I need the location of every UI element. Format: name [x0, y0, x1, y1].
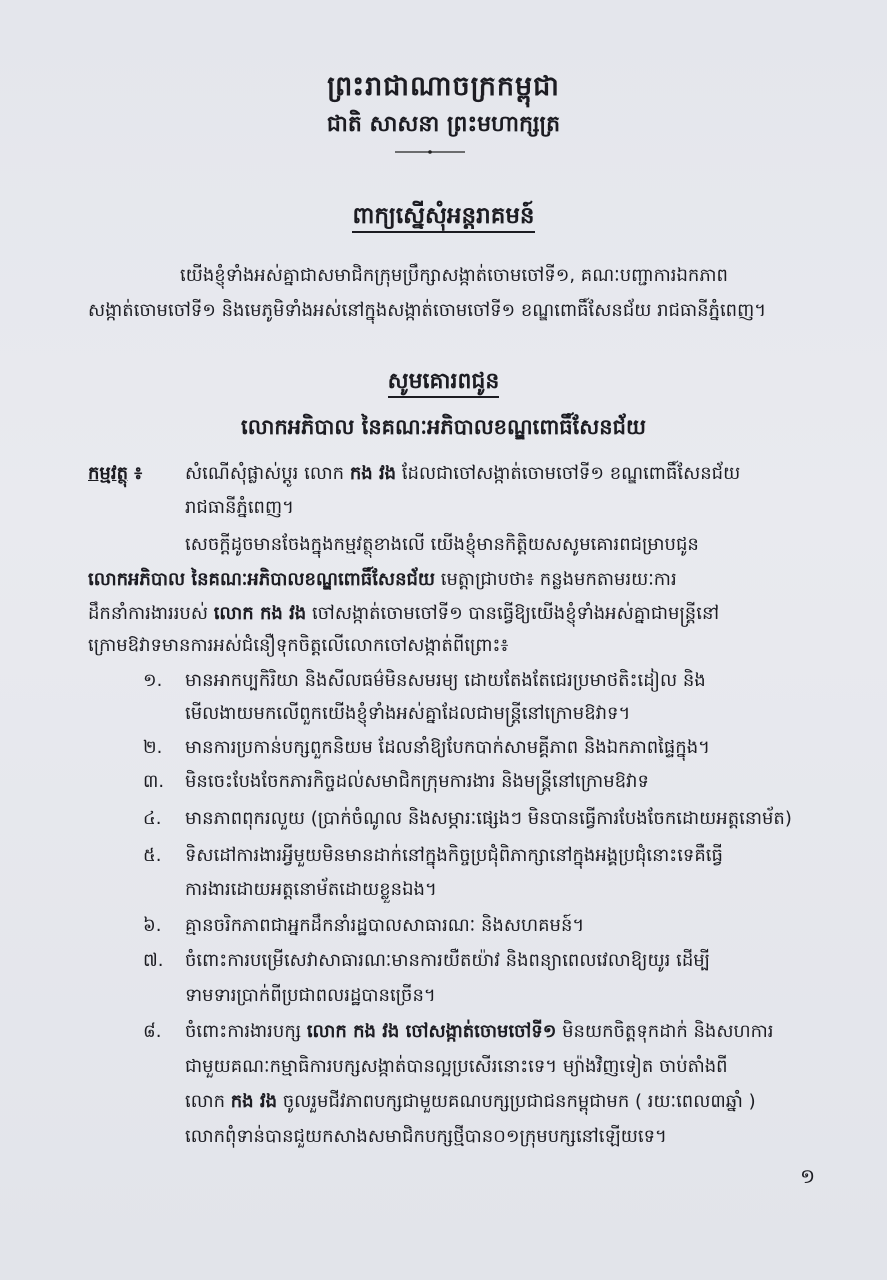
body-line-3-b: ចៅសង្កាត់ចោមចៅទី១ បានធ្វើឱ្យយើងខ្ញុំទាំងអស់គ្នាជាមន្ត្រីនៅ: [311, 603, 720, 624]
list-item-line: មើលងាយមកលើពួកយើងខ្ញុំទាំងអស់គ្នាដែលជាមន្ត្រីនៅក្រោមឱវាទ។: [185, 703, 631, 724]
item8-line-3-name: កង វង: [230, 1091, 277, 1112]
list-item-line: មានការប្រកាន់បក្សពួកនិយម ដែលនាំឱ្យបែកបាក់សាមគ្គីភាព និងឯកភាពផ្ទៃក្នុង។: [185, 737, 710, 758]
document-title-text: ពាក្យស្នើសុំអន្តរាគមន៍: [352, 203, 534, 233]
list-item-line: មានភាពពុករលួយ (ប្រាក់ចំណូល និងសម្ភារៈផ្សេងៗ មិនបានធ្វើការបែងចែកដោយអត្តនោម័ត): [185, 808, 792, 829]
item8-line-1-a: ចំពោះការងារបក្ស: [185, 1021, 302, 1042]
body-line-3-a: ដឹកនាំការងាររបស់: [88, 603, 208, 624]
subject-line-2: រាជធានីភ្នំពេញ។: [185, 497, 294, 518]
item8-line-3-b: ចូលរួមជីវភាពបក្សជាមួយគណបក្សប្រជាជនកម្ពុជាមក ( រយៈពេល៣ឆ្នាំ ): [282, 1091, 756, 1112]
document-title: [0, 202, 887, 235]
body-line-2-rest: មេត្តាជ្រាបថា៖ កន្លងមកតាមរយៈការ: [440, 569, 677, 590]
list-item-line: ទាមទារប្រាក់ពីប្រជាពលរដ្ឋបានច្រើន។: [185, 985, 436, 1006]
list-item-number: ៤.: [143, 808, 162, 829]
item8-line-2: ជាមួយគណៈកម្មាធិការបក្សសង្កាត់បានល្អប្រសើរនោះទេ។ ម្យ៉ាងវិញទៀត ចាប់តាំងពី: [185, 1056, 728, 1077]
list-item-number: ៧.: [143, 950, 164, 971]
salutation-text: សូមគោរពជូន: [388, 369, 500, 398]
body-recipient-bold: លោកអភិបាល នៃគណៈអភិបាលខណ្ឌពោធិ៍សែនជ័យ: [88, 569, 436, 590]
body-line-1: សេចក្តីដូចមានចែងក្នុងកម្មវត្ថុខាងលើ យើងខ្ញុំមានកិត្តិយសសូមគោរពជម្រាបជូន: [185, 534, 699, 555]
subject-line-1: [185, 461, 740, 488]
list-item-line: គ្មានចរិកភាពជាអ្នកដឹកនាំរដ្ឋបាលសាធារណៈ និងសហគមន៍។: [185, 915, 585, 936]
item8-line-3: [185, 1089, 756, 1116]
list-item-line: មានអាកប្បកិរិយា និងសីលធម៌មិនសមរម្យ ដោយតែងតែជេរប្រមាថតិះដៀល និង: [185, 670, 706, 691]
item8-line-4: លោកពុំទាន់បានជួយកសាងសមាជិកបក្សថ្មីបាន០១ក្រុមបក្សនៅឡើយទេ។: [185, 1126, 667, 1147]
list-item-number: ៨.: [143, 1021, 162, 1042]
page-number: ១: [800, 1164, 816, 1188]
list-item-line: ការងារដោយអត្តនោម័តដោយខ្លួនឯង។: [185, 879, 437, 900]
subject-line-1-b: ដែលជាចៅសង្កាត់ចោមចៅទី១ ខណ្ឌពោធិ៍សែនជ័យ: [401, 463, 741, 484]
list-item-number: ២.: [143, 737, 163, 758]
kingdom-header: ព្រះរាជាណាចក្រកម្ពុជា: [327, 71, 560, 102]
list-item-number: ១.: [143, 670, 163, 691]
body-line-3-name: លោក កង វង: [213, 603, 307, 624]
intro-line-2: សង្កាត់ចោមចៅទី១ និងមេភូមិទាំងអស់នៅក្នុងសង្កាត់ចោមចៅទី១ ខណ្ឌពោធិ៍សែនជ័យ រាជធានីភ្នំពេញ។: [88, 300, 767, 321]
item8-line-1: [185, 1019, 773, 1046]
subject-line-1-a: សំណើសុំផ្លាស់ប្តូរ លោក: [185, 463, 345, 484]
list-item-line: ទិសដៅការងារអ្វីមួយមិនមានដាក់នៅក្នុងកិច្ចប្រជុំពិភាក្សានៅក្នុងអង្គប្រជុំនោះទេគឺធ្វើ: [185, 845, 723, 866]
salutation: [0, 367, 887, 399]
subject-label-text: កម្មវត្ថុ: [88, 463, 128, 484]
item8-line-3-a: លោក: [185, 1091, 225, 1112]
subject-label: [88, 461, 142, 488]
body-line-2: [88, 567, 677, 594]
list-item-line: មិនចេះបែងចែកភារកិច្ចដល់សមាជិកក្រុមការងារ និងមន្ត្រីនៅក្រោមឱវាទ: [185, 771, 649, 792]
list-item-number: ៣.: [143, 771, 165, 792]
ornament-divider: [395, 150, 465, 154]
body-line-4: ក្រោមឱវាទមានការអស់ជំនឿទុកចិត្តលើលោកចៅសង្កាត់ពីព្រោះ៖: [88, 635, 509, 656]
list-item-number: ៦.: [143, 915, 162, 936]
item8-line-1-bold: លោក កង វង ចៅសង្កាត់ចោមចៅទី១: [306, 1021, 557, 1042]
list-item-line: ចំពោះការបម្រើសេវាសាធារណៈមានការយឺតយ៉ាវ និងពន្យាពេលវេលាឱ្យយូរ ដើម្បី: [185, 950, 711, 971]
subject-colon: ៖: [134, 463, 143, 484]
recipient: លោកអភិបាល នៃគណៈអភិបាលខណ្ឌពោធិ៍សែនជ័យ: [241, 415, 646, 439]
item8-line-1-b: មិនយកចិត្តទុកដាក់ និងសហការ: [562, 1021, 774, 1042]
body-line-3: [88, 601, 719, 628]
subject-name: កង វង: [349, 463, 397, 484]
list-item-number: ៥.: [143, 845, 162, 866]
intro-line-1: យើងខ្ញុំទាំងអស់គ្នាជាសមាជិកក្រុមប្រឹក្សាសង្កាត់ចោមចៅទី១, គណៈបញ្ជាការឯកភាព: [180, 265, 728, 286]
national-motto: ជាតិ សាសនា ព្រះមហាក្សត្រ: [326, 112, 561, 137]
